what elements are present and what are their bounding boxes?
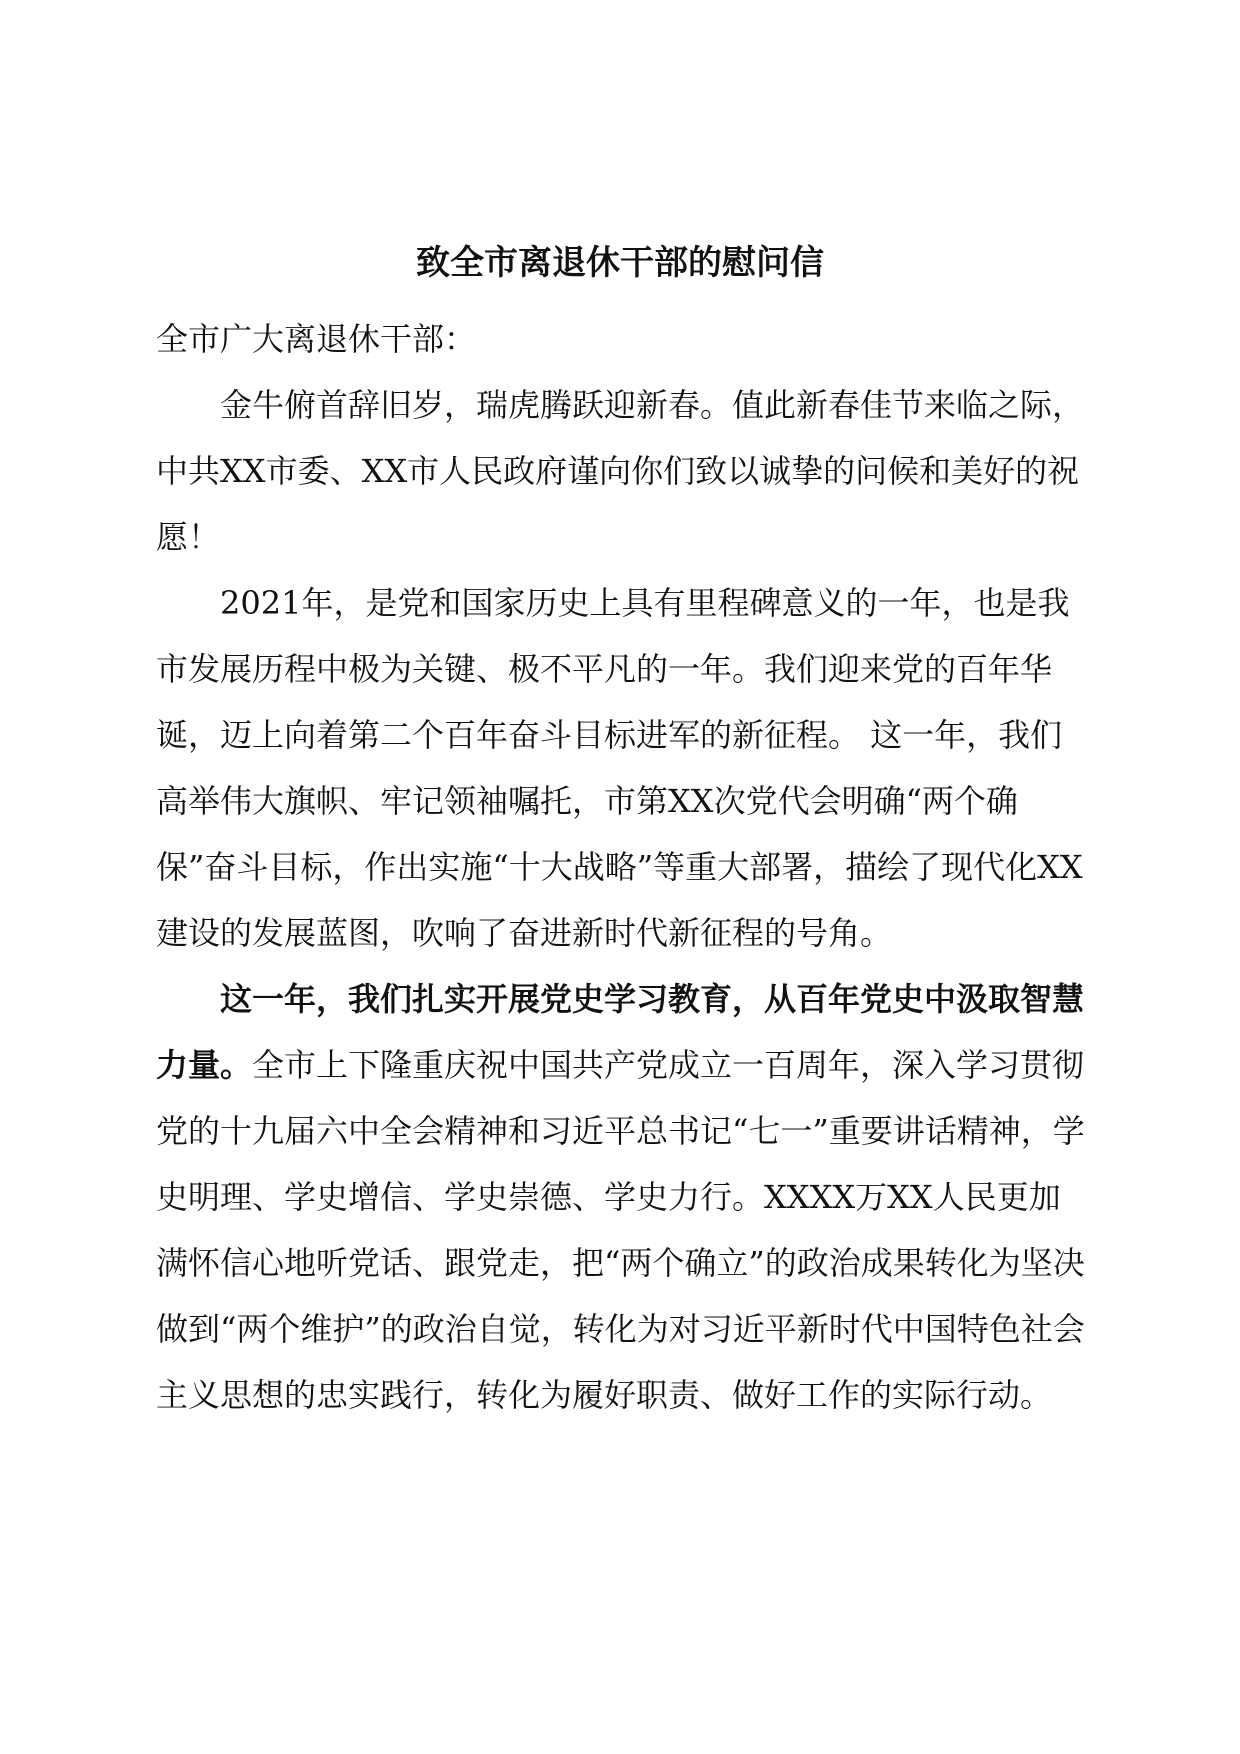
paragraph-text: 2021年，是党和国家历史上具有里程碑意义的一年，也是我市发展历程中极为关键、极不平凡的一年。我们迎来党的百年华诞，迈上向着第二个百年奋斗目标进军的新征程。 这一年，我们高举伟大旗帜、牢记领袖嘱托，市第XX次党代会明确“两个确保”奋斗目标，作出实施“十大战略”等重大部署，描绘了现代化XX建设的发展蓝图，吹响了奋进新时代新征程的号角。 — [156, 584, 1083, 952]
paragraph-party-history — [156, 966, 1086, 1428]
paragraph-text: 全市上下隆重庆祝中国共产党成立一百周年，深入学习贯彻党的十九届六中全会精神和习近平总书记“七一”重要讲话精神，学史明理、学史增信、学史崇德、学史力行。XXXX万XX人民更加满怀信心地听党话、跟党走，把“两个确立”的政治成果转化为坚决做到“两个维护”的政治自觉，转化为对习近平新时代中国特色社会主义思想的忠实践行，转化为履好职责、做好工作的实际行动。 — [156, 1046, 1085, 1414]
paragraph-text: 金牛俯首辞旧岁，瑞虎腾跃迎新春。值此新春佳节来临之际，中共XX市委、XX市人民政府谨向你们致以诚挚的问候和美好的祝愿！ — [156, 386, 1085, 556]
paragraph-lead-sentence: 这一年，我们扎实开展党史学习教育，从百年党史中汲取智慧力量。 — [156, 980, 1085, 1084]
letter-body — [156, 306, 1086, 1428]
paragraph-2021-review — [156, 570, 1086, 966]
paragraph-greeting — [156, 372, 1086, 570]
salutation: 全市广大离退休干部： — [156, 320, 477, 358]
document-title: 致全市离退休干部的慰问信 — [416, 243, 824, 283]
